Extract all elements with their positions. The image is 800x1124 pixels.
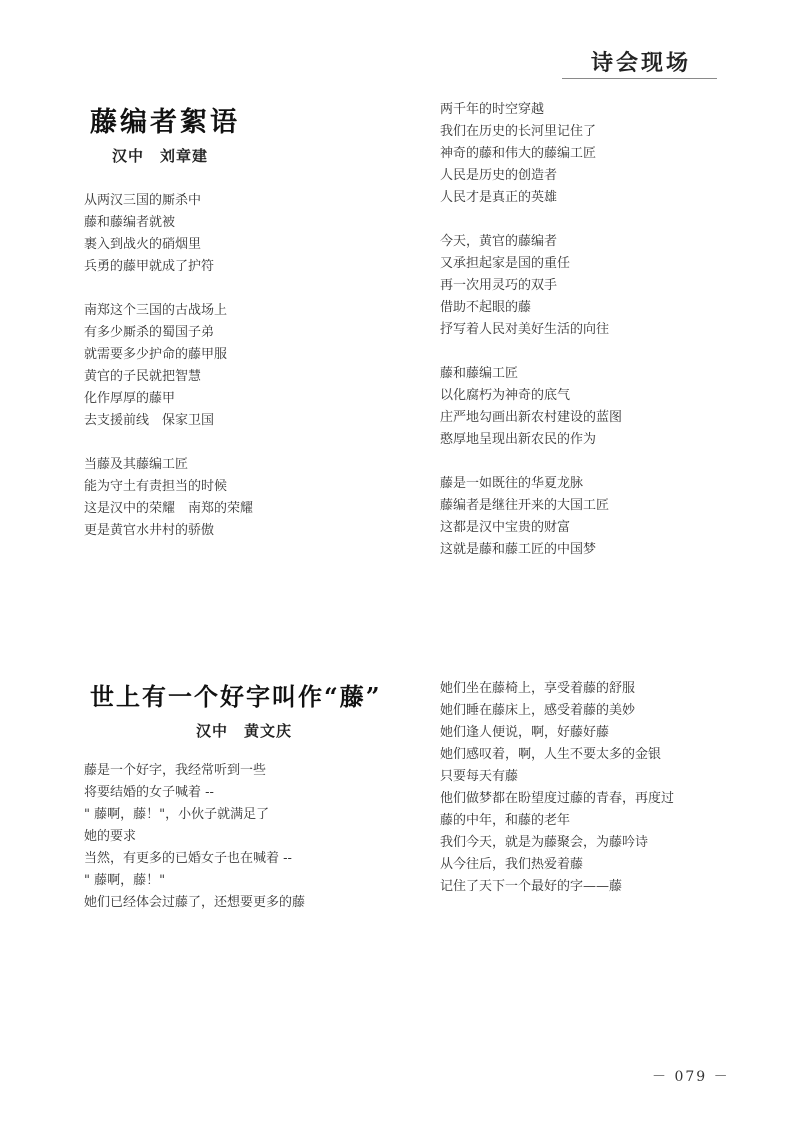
poem-line: 藤和藤编工匠 bbox=[440, 366, 519, 381]
poem-line: 她们睡在藤床上，感受着藤的美妙 bbox=[440, 703, 636, 718]
poem-line: 她们感叹着，啊，人生不要太多的金银 bbox=[440, 747, 662, 762]
poem-line: 庄严地勾画出新农村建设的蓝图 bbox=[440, 410, 623, 425]
poem-line: 人民是历史的创造者 bbox=[440, 168, 558, 183]
poem-line: 藤编者是继往开来的大国工匠 bbox=[440, 498, 610, 513]
poem2-left-column bbox=[84, 760, 305, 914]
poem-line: 能为守土有责担当的时候 bbox=[84, 479, 228, 494]
poem-line: 有多少厮杀的蜀国子弟 bbox=[84, 325, 215, 340]
page-number: － 079 － bbox=[652, 1069, 730, 1085]
poem-line: 就需要多少护命的藤甲服 bbox=[84, 347, 228, 362]
poem-line: 今天，黄官的藤编者 bbox=[440, 234, 558, 249]
poem-line: 她们已经体会过藤了，还想要更多的藤 bbox=[84, 895, 306, 910]
poem-line: 她们坐在藤椅上，享受着藤的舒服 bbox=[440, 681, 636, 696]
poem-line: 只要每天有藤 bbox=[440, 769, 519, 784]
poem-line: 化作厚厚的藤甲 bbox=[84, 391, 176, 406]
poem-line: 她的要求 bbox=[84, 829, 137, 844]
poem2-title: 世上有一个好字叫作“藤” bbox=[90, 682, 382, 711]
poem-line: 她们逢人便说，啊，好藤好藤 bbox=[440, 725, 610, 740]
poem1-author: 汉中 刘章建 bbox=[112, 147, 209, 165]
poem-line: 藤是一如既往的华夏龙脉 bbox=[440, 476, 584, 491]
stanza-gap bbox=[440, 451, 622, 473]
poem-line: 将要结婚的女子喊着 -- bbox=[84, 785, 214, 800]
poem-line: 人民才是真正的英雄 bbox=[440, 190, 558, 205]
poem-line: 又承担起家是国的重任 bbox=[440, 256, 571, 271]
poem-line: 他们做梦都在盼望度过藤的青春，再度过 bbox=[440, 791, 675, 806]
poem-line: 藤的中年，和藤的老年 bbox=[440, 813, 571, 828]
poem-line: 神奇的藤和伟大的藤编工匠 bbox=[440, 146, 597, 161]
poem-line: 记住了天下一个最好的字——藤 bbox=[440, 879, 623, 894]
poem-line: 以化腐朽为神奇的底气 bbox=[440, 388, 571, 403]
poem-line: 当然，有更多的已婚女子也在喊着 -- bbox=[84, 851, 292, 866]
poem-line: 从两汉三国的厮杀中 bbox=[84, 193, 202, 208]
poem-line: 我们在历史的长河里记住了 bbox=[440, 124, 597, 139]
poem-line: 兵勇的藤甲就成了护符 bbox=[84, 259, 215, 274]
poem-line: " 藤啊，藤！"，小伙子就满足了 bbox=[84, 807, 270, 822]
poem-line: 憨厚地呈现出新农民的作为 bbox=[440, 432, 597, 447]
stanza-gap bbox=[84, 278, 253, 300]
poem-line: 抒写着人民对美好生活的向往 bbox=[440, 322, 610, 337]
poem-line: 藤是一个好字，我经常听到一些 bbox=[84, 763, 267, 778]
poem-line: 这就是藤和藤工匠的中国梦 bbox=[440, 542, 597, 557]
poem-line: 从今往后，我们热爱着藤 bbox=[440, 857, 584, 872]
poem-line: 去支援前线 保家卫国 bbox=[84, 413, 215, 428]
poem1-right-column bbox=[440, 99, 622, 561]
poem2-right-column bbox=[440, 678, 674, 898]
section-title: 诗会现场 bbox=[590, 50, 691, 76]
poem-line: 两千年的时空穿越 bbox=[440, 102, 545, 117]
poem-line: 藤和藤编者就被 bbox=[84, 215, 176, 230]
poem-line: 裹入到战火的硝烟里 bbox=[84, 237, 202, 252]
section-header bbox=[562, 44, 717, 79]
poem1-title: 藤编者絮语 bbox=[90, 107, 240, 138]
stanza-gap bbox=[440, 209, 622, 231]
stanza-gap bbox=[440, 341, 622, 363]
poem-line: 这都是汉中宝贵的财富 bbox=[440, 520, 571, 535]
poem-line: 这是汉中的荣耀 南郑的荣耀 bbox=[84, 501, 254, 516]
poem-line: 我们今天，就是为藤聚会，为藤吟诗 bbox=[440, 835, 649, 850]
poem-line: 再一次用灵巧的双手 bbox=[440, 278, 558, 293]
poem-line: 当藤及其藤编工匠 bbox=[84, 457, 189, 472]
poem-line: 借助不起眼的藤 bbox=[440, 300, 532, 315]
poem-line: 更是黄官水井村的骄傲 bbox=[84, 523, 215, 538]
poem2-author: 汉中 黄文庆 bbox=[196, 722, 293, 740]
poem-line: 南郑这个三国的古战场上 bbox=[84, 303, 228, 318]
poem-line: 黄官的子民就把智慧 bbox=[84, 369, 202, 384]
poem-line: " 藤啊，藤！" bbox=[84, 873, 166, 888]
poem1-left-column bbox=[84, 190, 253, 542]
stanza-gap bbox=[84, 432, 253, 454]
